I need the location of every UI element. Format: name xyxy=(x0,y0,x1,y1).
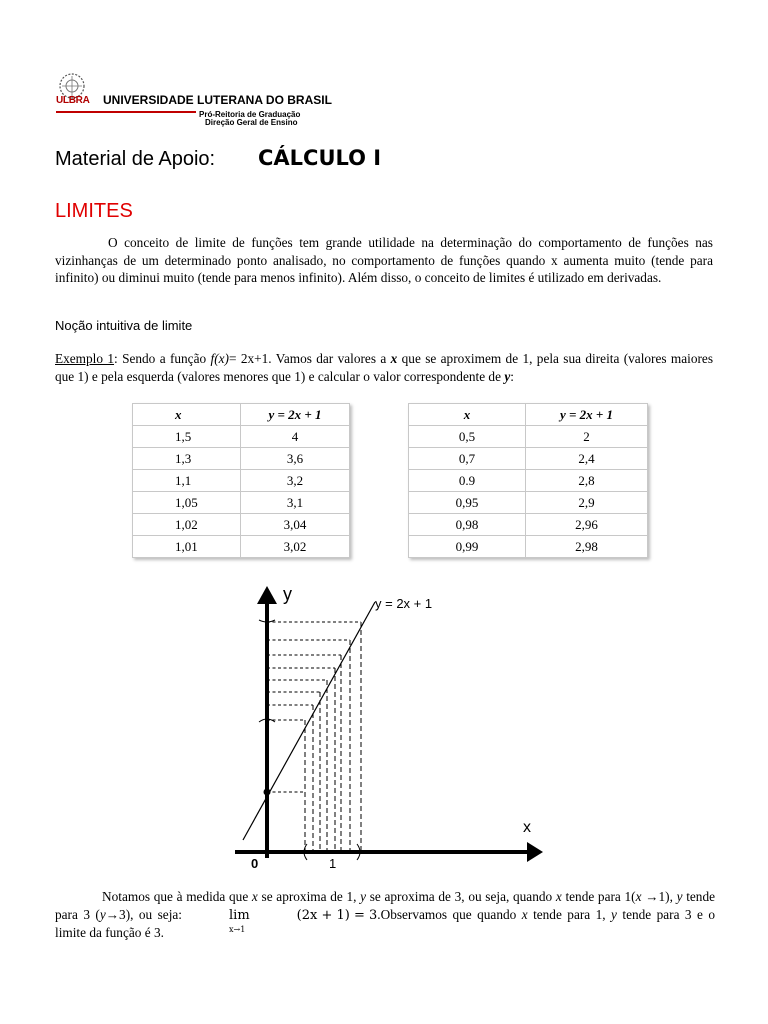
conclusion-paragraph: Notamos que à medida que x se aproxima de 1, y se aproxima de 3, ou seja, quando x tende para 1(x →1), y tende para 3 (y→3), ou seja: lim x→1 (2x + 1) = 3.Observamos que quando x tende para 1, y tende para 3 e o limite da função é 3. xyxy=(55,889,715,940)
example-paragraph xyxy=(55,350,713,385)
origin-label: 0 xyxy=(251,856,259,870)
course-name: CÁLCULO I xyxy=(258,146,382,170)
limit-expression: lim x→1 xyxy=(229,907,250,934)
logo-text: ULBRA xyxy=(56,95,90,106)
header-subtitle-1: Pró-Reitoria de Graduação xyxy=(199,110,301,119)
example-text: que se aproximem de 1, pela sua direita (valores maiores que 1) e pela esquerda (valores menores que 1) e calcular o valor correspondente de xyxy=(55,351,714,384)
table-row: 0,95 2,9 xyxy=(409,492,648,514)
table-row: 1,01 3,02 xyxy=(133,536,350,558)
function-name: f(x) xyxy=(210,351,229,366)
table-row: 1,1 3,2 xyxy=(133,470,350,492)
table-row: 1,3 3,6 xyxy=(133,448,350,470)
values-table-right xyxy=(132,403,350,558)
y-axis-label: y xyxy=(283,584,292,604)
example-text: : xyxy=(510,368,514,384)
y-intercept-point xyxy=(264,789,271,796)
example-label: Exemplo 1 xyxy=(55,351,115,366)
values-table-left xyxy=(408,403,648,558)
table-row: 0,5 2 xyxy=(409,426,648,448)
function-label: y = 2x + 1 xyxy=(375,596,433,611)
header-subtitle-2: Direção Geral de Ensino xyxy=(205,118,298,127)
table-row: 1,05 3,1 xyxy=(133,492,350,514)
section-title: LIMITES xyxy=(55,200,133,222)
table-header: x xyxy=(133,404,241,426)
x-axis-arrow xyxy=(527,842,543,862)
table-header: y = 2x + 1 xyxy=(241,404,350,426)
var-x: x xyxy=(390,351,398,366)
university-name: UNIVERSIDADE LUTERANA DO BRASIL xyxy=(103,93,332,107)
var-y: y xyxy=(504,368,511,384)
table-row: 0,99 2,98 xyxy=(409,536,648,558)
table-row: 1,5 4 xyxy=(133,426,350,448)
page-title xyxy=(55,146,382,171)
table-row: 1,02 3,04 xyxy=(133,514,350,536)
table-header: y = 2x + 1 xyxy=(526,404,648,426)
table-header: x xyxy=(409,404,526,426)
table-row: 0,7 2,4 xyxy=(409,448,648,470)
limit-graph xyxy=(225,580,550,870)
limit-value: (2x + 1) = 3 xyxy=(296,907,378,923)
header-divider xyxy=(56,111,196,113)
subheading: Noção intuitiva de limite xyxy=(55,318,193,333)
intro-paragraph: O conceito de limite de funções tem grande utilidade na determinação do comportamento de funções nas vizinhanças de um determinado ponto analisado, no comportamento de funções quando x aumenta muito (tende para infinito) ou diminui muito (tende para menos infinito). Além disso, o conceito de limites é utilizado em derivadas. xyxy=(55,235,713,285)
x-axis-label: x xyxy=(523,819,531,836)
y-axis-arrow xyxy=(257,586,277,604)
example-text: : Sendo a função xyxy=(114,351,211,366)
title-label: Material de Apoio: xyxy=(55,148,216,170)
table-row: 0.9 2,8 xyxy=(409,470,648,492)
tick-one-label: 1 xyxy=(329,856,337,870)
table-row: 0,98 2,96 xyxy=(409,514,648,536)
function-line xyxy=(243,602,375,840)
example-text: = 2x+1. Vamos dar valores a xyxy=(228,351,391,366)
